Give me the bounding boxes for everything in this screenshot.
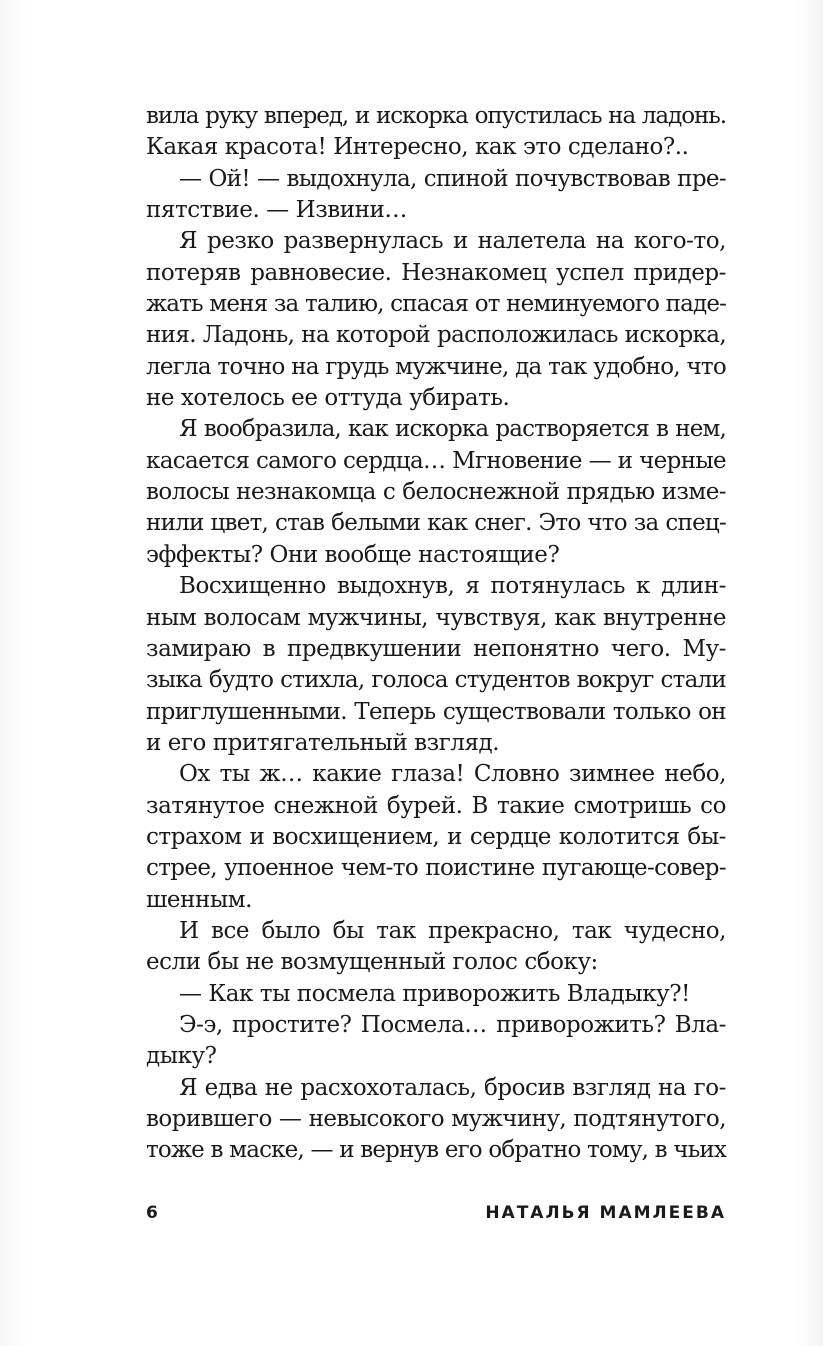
text-line: жать меня за талию, спасая от неминуемого паде- — [146, 291, 726, 318]
text-line: потеряв равновесие. Незнакомец успел придер- — [146, 259, 726, 286]
text-line: замираю в предвкушении непонятно чего. Му- — [146, 635, 726, 662]
text-line: волосы незнакомца с белоснежной прядью изме- — [146, 479, 726, 506]
text-line: Я едва не расхохоталась, бросив взгляд на го- — [179, 1074, 726, 1101]
text-line: Я вообразила, как искорка растворяется в нем, — [179, 416, 726, 443]
page-number: 6 — [146, 1203, 158, 1223]
text-line: — Ой! — выдохнула, спиной почувствовав пре- — [179, 165, 726, 192]
text-line: нили цвет, став белыми как снег. Это что за спец- — [146, 510, 726, 537]
text-line: шенным. — [146, 886, 253, 913]
text-line: приглушенными. Теперь существовали только он — [146, 698, 726, 725]
text-line: если бы не возмущенный голос сбоку: — [146, 949, 598, 976]
text-line: затянутое снежной бурей. В такие смотришь со — [146, 792, 726, 819]
text-line: И все было бы так прекрасно, так чудесно, — [179, 917, 726, 944]
text-line: касается самого сердца… Мгновение — и черные — [146, 447, 726, 474]
text-line: Ох ты ж… какие глаза! Словно зимнее небо, — [179, 761, 726, 788]
text-line: и его притягательный взгляд. — [146, 729, 500, 756]
body-text — [146, 101, 726, 1167]
text-line: ворившего — невысокого мужчину, подтянутого, — [146, 1106, 726, 1132]
text-line: не хотелось ее оттуда убирать. — [146, 385, 510, 412]
text-line: — Как ты посмела приворожить Владыку?! — [179, 980, 690, 1007]
text-line: ным волосам мужчины, чувствуя, как внутренне — [146, 604, 726, 631]
text-line: тоже в маске, — и вернув его обратно тому, в чьих — [146, 1137, 726, 1164]
text-line: Я резко развернулась и налетела на кого-то, — [179, 228, 726, 255]
text-line: зыка будто стихла, голоса студентов вокруг стали — [146, 667, 726, 694]
text-line: ния. Ладонь, на которой расположилась искорка, — [146, 322, 726, 349]
page-footer — [146, 1203, 726, 1233]
text-line: пятствие. — Извини… — [146, 197, 407, 224]
text-line: Э-э, простите? Посмела… приворожить? Вла- — [179, 1011, 726, 1038]
text-line: дыку? — [146, 1043, 217, 1070]
text-line: Восхищенно выдохнув, я потянулась к длин- — [179, 573, 726, 600]
running-footer-author: НАТАЛЬЯ МАМЛЕЕВА — [485, 1203, 726, 1223]
text-line: страхом и восхищением, и сердце колотится бы- — [146, 823, 726, 850]
text-line: вила руку вперед, и искорка опустилась на ладонь. — [146, 103, 726, 129]
text-line: стрее, упоенное чем-то поистине пугающе-совер- — [146, 855, 726, 882]
text-line: Какая красота! Интересно, как это сделано?.. — [146, 134, 689, 161]
text-line: эффекты? Они вообще настоящие? — [146, 541, 560, 568]
text-line: легла точно на грудь мужчине, да так удобно, что — [146, 353, 726, 380]
